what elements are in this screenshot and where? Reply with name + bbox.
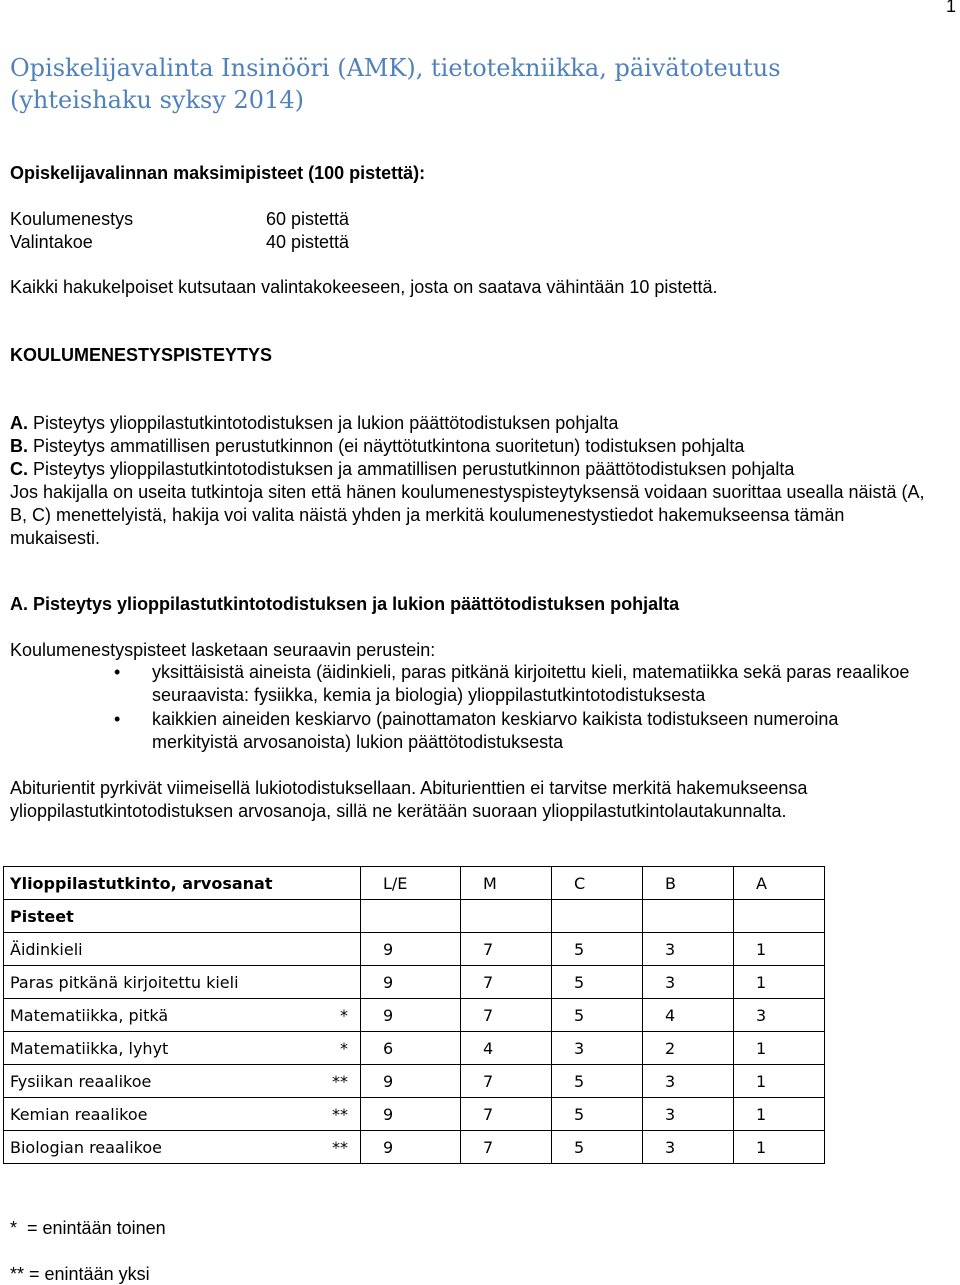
subject-name: Äidinkieli — [10, 939, 83, 959]
points-cell: 5 — [552, 1065, 643, 1098]
points-cell: 7 — [461, 966, 552, 999]
graduates-text: Abiturientit pyrkivät viimeisellä lukiotodistuksellaan. Abiturienttien ei tarvitse merkitä hakemukseensa ylioppilastutkintotodistuksen arvosanoja, sillä ne kerätään suoraan ylioppilastutkintolautakunnalta. — [10, 778, 808, 821]
subject-cell — [4, 999, 361, 1032]
table-subheader-row — [4, 900, 825, 933]
subject-mark: * — [340, 1039, 348, 1058]
page-number: 1 — [945, 0, 956, 16]
table-row — [4, 933, 825, 966]
points-cell: 1 — [734, 1098, 825, 1131]
points-cell: 5 — [552, 966, 643, 999]
subject-mark: ** — [332, 1138, 348, 1157]
points-cell: 4 — [461, 1032, 552, 1065]
points-cell: 3 — [643, 1131, 734, 1164]
points-cell: 1 — [734, 1131, 825, 1164]
points-cell: 3 — [643, 933, 734, 966]
points-cell: 1 — [734, 966, 825, 999]
list-item-text: yksittäisistä aineista (äidinkieli, paras pitkänä kirjoitettu kieli, matematiikka sekä paras reaalikoe seuraavista: fysiikka, kemia ja biologia) ylioppilastutkintotodistuksesta — [152, 662, 910, 705]
subject-cell — [4, 933, 361, 966]
subject-name: Kemian reaalikoe — [10, 1104, 148, 1124]
points-cell: 9 — [361, 1131, 461, 1164]
table-header-row — [4, 867, 825, 900]
subject-cell — [4, 966, 361, 999]
subject-mark: * — [340, 1006, 348, 1025]
table-row — [4, 999, 825, 1032]
section-a-heading: A. Pisteytys ylioppilastutkintotodistuksen ja lukion päättötodistuksen pohjalta — [10, 594, 680, 614]
grade-points-table — [3, 866, 825, 1164]
points-cell: 7 — [461, 1065, 552, 1098]
points-cell: 7 — [461, 933, 552, 966]
points-cell: 1 — [734, 933, 825, 966]
subject-name: Matematiikka, pitkä — [10, 1005, 169, 1025]
method-text: Pisteytys ylioppilastutkintotodistuksen ja lukion päättötodistuksen pohjalta — [28, 413, 619, 433]
grade-header: B — [643, 867, 734, 900]
points-cell: 1 — [734, 1065, 825, 1098]
table-row — [4, 966, 825, 999]
subject-mark: ** — [332, 1072, 348, 1091]
points-cell: 9 — [361, 1065, 461, 1098]
max-points-heading: Opiskelijavalinnan maksimipisteet (100 pistettä): — [10, 163, 426, 183]
points-cell: 5 — [552, 1098, 643, 1131]
points-cell: 4 — [643, 999, 734, 1032]
footnote-single: * = enintään toinen — [10, 1218, 166, 1238]
bullet-icon: • — [114, 662, 121, 682]
points-cell: 5 — [552, 999, 643, 1032]
list-item-text: kaikkien aineiden keskiarvo (painottamaton keskiarvo kaikista todistukseen numeroina merkityistä arvosanoista) lukion päättötodistuksesta — [152, 709, 839, 752]
method-text: Pisteytys ylioppilastutkintotodistuksen ja ammatillisen perustutkinnon päättötodistuksen pohjalta — [28, 459, 795, 479]
page-title: Opiskelijavalinta Insinööri (AMK), tietotekniikka, päivätoteutus (yhteishaku syksy 2014) — [10, 54, 781, 114]
table-row — [4, 1032, 825, 1065]
method-c — [10, 459, 794, 480]
table-row — [4, 1131, 825, 1164]
subject-mark: ** — [332, 1105, 348, 1124]
points-value-exam: 40 pistettä — [266, 232, 350, 252]
points-cell: 5 — [552, 933, 643, 966]
subject-cell — [4, 1065, 361, 1098]
points-cell: 1 — [734, 1032, 825, 1065]
points-cell: 6 — [361, 1032, 461, 1065]
points-cell: 9 — [361, 1098, 461, 1131]
grade-header: L/E — [361, 867, 461, 900]
grade-header: M — [461, 867, 552, 900]
subject-name: Paras pitkänä kirjoitettu kieli — [10, 972, 239, 992]
method-letter: A. — [10, 413, 28, 433]
points-cell: 9 — [361, 999, 461, 1032]
grade-header: C — [552, 867, 643, 900]
subject-cell — [4, 1098, 361, 1131]
list-item — [10, 661, 910, 707]
method-b — [10, 436, 744, 457]
method-letter: C. — [10, 459, 28, 479]
list-item — [10, 708, 910, 754]
points-cell: 5 — [552, 1131, 643, 1164]
section-heading: KOULUMENESTYSPISTEYTYS — [10, 345, 273, 365]
points-cell: 9 — [361, 966, 461, 999]
points-cell: 3 — [552, 1032, 643, 1065]
subject-cell — [4, 1032, 361, 1065]
grade-header: A — [734, 867, 825, 900]
points-label-exam: Valintakoe — [10, 232, 93, 252]
basis-intro: Koulumenestyspisteet lasketaan seuraavin perustein: — [10, 640, 436, 660]
subject-name: Matematiikka, lyhyt — [10, 1038, 169, 1058]
table-header-label: Ylioppilastutkinto, arvosanat — [4, 867, 361, 900]
points-cell: 3 — [643, 1098, 734, 1131]
points-label-school: Koulumenestys — [10, 209, 134, 229]
table-subheader: Pisteet — [4, 900, 361, 933]
method-a — [10, 413, 618, 434]
table-row — [4, 1098, 825, 1131]
criteria-list — [10, 661, 910, 755]
multi-degree-text: Jos hakijalla on useita tutkintoja siten että hänen koulumenestyspisteytyksensä voidaan suorittaa usealla näistä (A, B, C) menettelyistä, hakija voi valita näistä yhden ja merkitä koulumenestystiedot hakemukseensa tämän mukaisesti. — [10, 482, 925, 548]
points-cell: 7 — [461, 1131, 552, 1164]
points-cell: 3 — [643, 966, 734, 999]
points-cell: 7 — [461, 999, 552, 1032]
points-cell: 3 — [734, 999, 825, 1032]
footnote-double: ** = enintään yksi — [10, 1264, 150, 1284]
bullet-icon: • — [114, 709, 121, 729]
subject-name: Biologian reaalikoe — [10, 1137, 162, 1157]
method-text: Pisteytys ammatillisen perustutkinnon (ei näyttötutkintona suoritetun) todistuksen pohjalta — [28, 436, 745, 456]
subject-cell — [4, 1131, 361, 1164]
points-value-school: 60 pistettä — [266, 209, 350, 229]
table-row — [4, 1065, 825, 1098]
subject-name: Fysiikan reaalikoe — [10, 1071, 152, 1091]
points-cell: 2 — [643, 1032, 734, 1065]
method-letter: B. — [10, 436, 28, 456]
points-cell: 3 — [643, 1065, 734, 1098]
invite-text: Kaikki hakukelpoiset kutsutaan valintakokeeseen, josta on saatava vähintään 10 pistettä. — [10, 277, 718, 297]
points-cell: 9 — [361, 933, 461, 966]
points-cell: 7 — [461, 1098, 552, 1131]
